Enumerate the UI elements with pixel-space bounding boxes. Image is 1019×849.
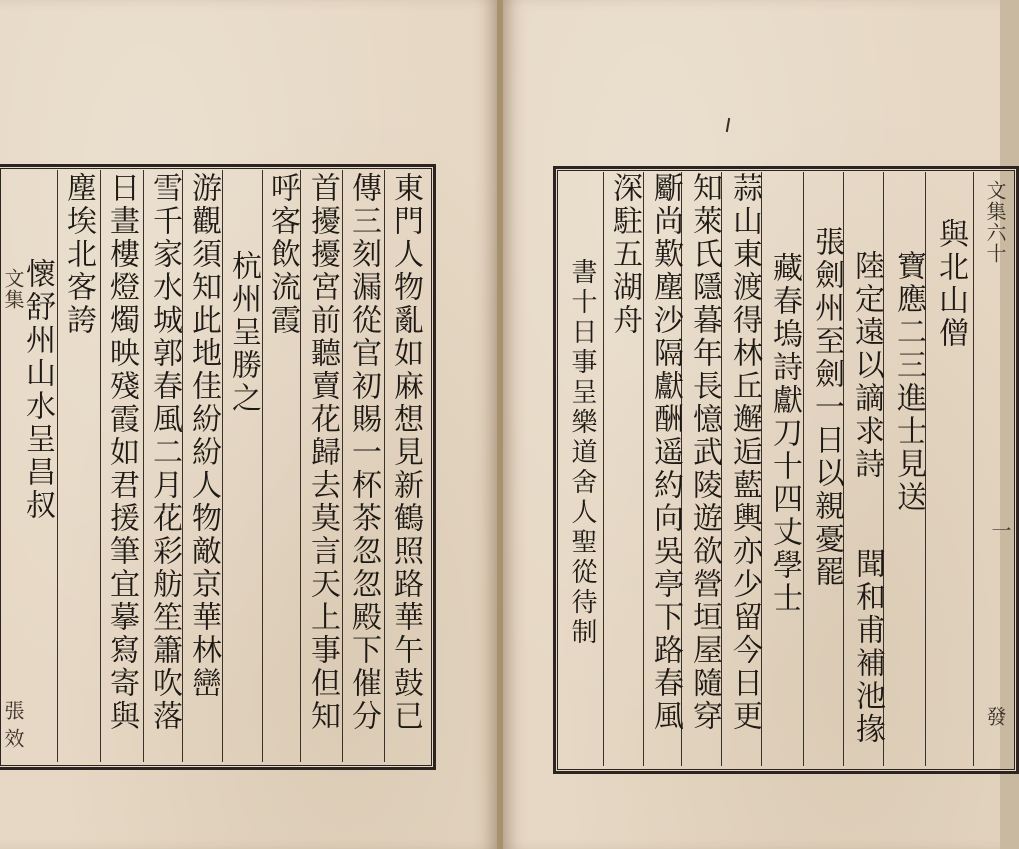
margin-label-bottom: 張 [1,700,25,721]
text-column-2: 寶應二三進士見送 [891,250,926,514]
text-column-11: 書十日事呈樂道舍人聖從待制 [567,258,597,648]
column-rule [342,170,343,762]
text-column-7: 雪千家水城郭春風二月花彩舫笙簫吹落 [147,172,182,733]
text-column-5: 杭州呈勝之 [226,250,261,415]
text-column-5: 聞和甫補池掾 [850,548,885,746]
column-rule [603,172,604,766]
column-rule [222,170,223,762]
text-column-6: 游觀須知此地佳紛紛人物敵京華林巒 [186,172,221,700]
left-page [0,0,497,849]
column-rule [100,170,101,762]
text-column-10: 懷舒州山水呈昌叔 [20,258,55,522]
text-column-3: 陸定遠以謫求詩 [849,250,884,481]
right-page [503,0,1012,849]
text-column-2: 傳三刻漏從官初賜一杯茶忽忽殿下催分 [346,172,381,733]
margin-label-bottom: 發 [983,706,1007,727]
text-column-7: 蒜山東渡得林丘邂逅藍輿亦少留今日更 [727,172,762,733]
text-column-9: 斸尚歎塵沙隔獻酬遥約向吳亭下路春風 [648,172,683,733]
text-column-8: 日晝樓燈燭映殘霞如君援筆宜摹寫寄與 [104,172,139,733]
column-rule [384,170,385,762]
column-rule [973,172,974,766]
margin-label-bottom-2: 效 [1,728,25,749]
text-column-8: 知萊氏隱暮年長憶武陵遊欲營垣屋隨穿 [687,172,722,733]
text-column-9: 塵埃北客誇 [61,172,96,337]
margin-label-top: 文集六十 [983,180,1007,264]
text-column-6: 藏春塢詩獻刀十四丈學士 [767,252,802,615]
column-rule [143,170,144,762]
paper-mark [726,118,730,132]
text-column-10: 深駐五湖舟 [607,172,642,337]
column-rule [803,172,804,766]
text-column-4: 呼客飲流霞 [265,172,300,337]
text-column-3: 首擾擾宮前聽賣花歸去莫言天上事但知 [305,172,340,733]
column-rule [643,172,644,766]
column-rule [57,170,58,762]
text-column-4: 張劍州至劍一日以親憂罷 [809,226,844,589]
text-column-1: 東門人物亂如麻想見新鶴照路華午鼓已 [388,172,423,733]
margin-label-mid: 一 [988,520,1012,541]
margin-label-top: 文集 [1,268,25,310]
text-column-1: 與北山僧 [933,218,968,350]
